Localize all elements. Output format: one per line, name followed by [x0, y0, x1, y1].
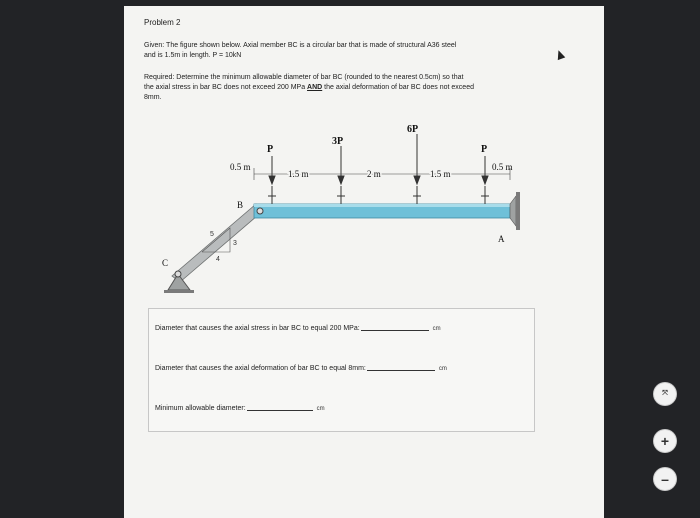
problem-page — [124, 6, 604, 518]
required-line-2c: the axial deformation of bar BC does not exceed — [322, 84, 474, 91]
span-label-3: 2 m — [367, 169, 381, 179]
problem-title: Problem 2 — [144, 18, 181, 27]
point-label-a: A — [498, 234, 505, 244]
load-label-2: 3P — [332, 136, 344, 147]
answer-box — [148, 308, 535, 432]
required-line-3: 8mm. — [144, 94, 162, 101]
load-4 — [481, 156, 489, 204]
q1-label: Diameter that causes the axial stress in bar BC to equal 200 MPa: — [155, 325, 360, 332]
pin-b — [257, 208, 263, 214]
and-emphasis: AND — [307, 84, 323, 91]
slope-run: 4 — [216, 256, 220, 263]
given-line-2: and is 1.5m in length. P = 10kN — [144, 52, 242, 59]
answer-row-3 — [155, 405, 325, 412]
required-line-2a: the axial stress in bar BC does not exceed 200 MPa — [144, 84, 308, 91]
zoom-out-button[interactable]: – — [654, 468, 676, 490]
q2-unit: cm — [438, 366, 447, 372]
q1-blank[interactable] — [361, 330, 429, 331]
q3-label: Minimum allowable diameter: — [155, 405, 246, 412]
load-label-4: P — [481, 144, 488, 155]
bar-bc — [172, 204, 264, 282]
load-3 — [413, 134, 421, 204]
q1-unit: cm — [432, 326, 441, 332]
slope-rise: 3 — [233, 240, 237, 247]
span-label-4: 1.5 m — [430, 169, 451, 179]
span-label-5: 0.5 m — [492, 162, 513, 172]
given-line-1: Given: The figure shown below. Axial member BC is a circular bar that is made of structural A36 steel — [144, 42, 457, 49]
load-label-3: 6P — [407, 124, 419, 135]
wall-a — [516, 192, 520, 230]
answer-row-1 — [155, 325, 441, 332]
load-1 — [268, 156, 276, 204]
load-2 — [337, 146, 345, 204]
point-label-c: C — [162, 258, 169, 268]
support-a — [510, 196, 516, 226]
ground-c — [164, 290, 194, 293]
q2-blank[interactable] — [367, 370, 435, 371]
beam-highlight — [254, 204, 510, 207]
required-line-2 — [144, 84, 474, 91]
q2-label: Diameter that causes the axial deformation of bar BC to equal 8mm: — [155, 365, 366, 372]
load-label-1: P — [267, 144, 274, 155]
span-label-1: 0.5 m — [230, 162, 251, 172]
span-label-2: 1.5 m — [288, 169, 309, 179]
zoom-in-button[interactable]: + — [654, 430, 676, 452]
fullscreen-button[interactable]: ⤧ — [654, 383, 676, 405]
point-label-b: B — [237, 200, 244, 210]
pin-c — [175, 271, 181, 277]
required-line-1: Required: Determine the minimum allowable diameter of bar BC (rounded to the nearest 0.5cm) so that — [144, 74, 464, 81]
answer-row-2 — [155, 365, 447, 372]
slope-hyp: 5 — [210, 231, 214, 238]
beam-diagram — [124, 114, 604, 304]
q3-unit: cm — [316, 406, 325, 412]
q3-blank[interactable] — [247, 410, 313, 411]
